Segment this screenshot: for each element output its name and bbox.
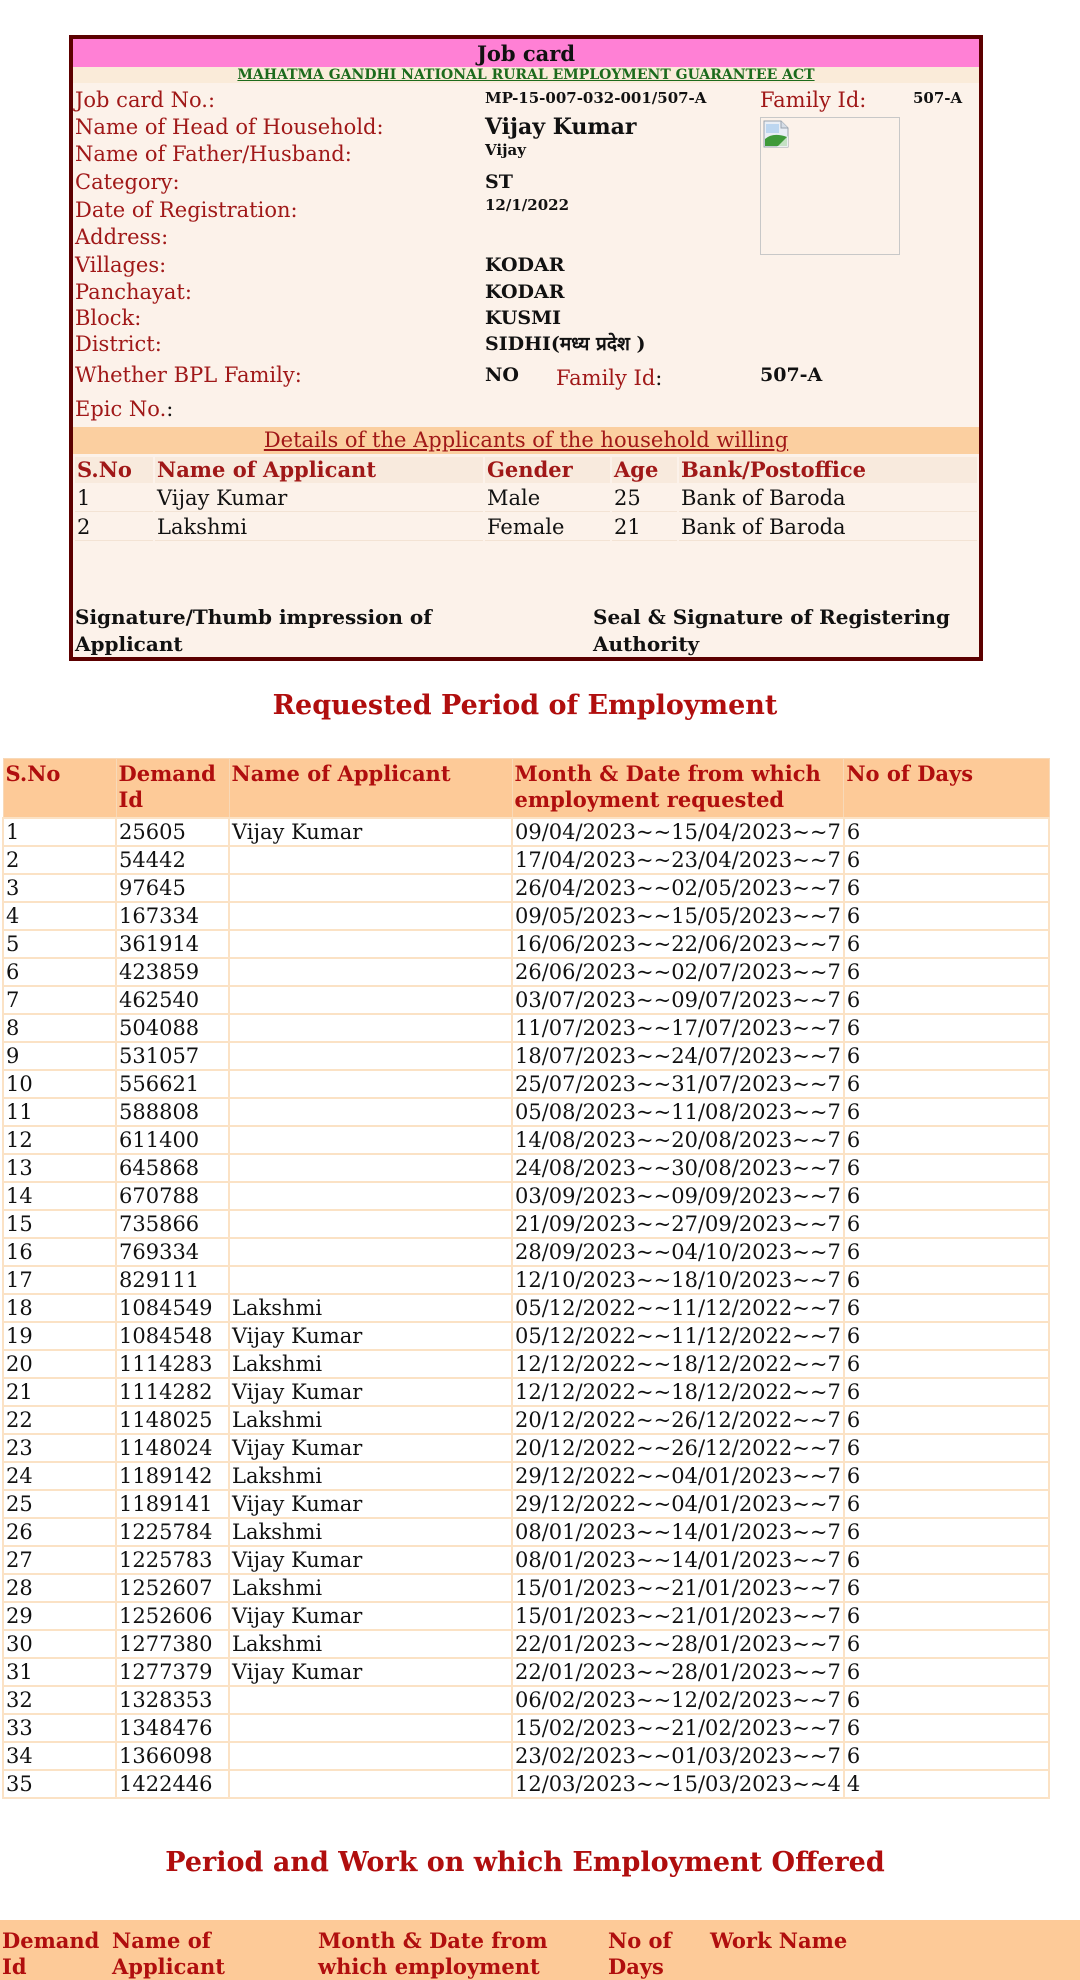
row-sno: 15: [3, 1210, 116, 1238]
row-days: 6: [844, 1406, 1049, 1434]
row-sno: 9: [3, 1042, 116, 1070]
requested-row: [3, 1070, 1049, 1098]
family-id-label: Family Id:: [760, 88, 867, 112]
row-demand-id: 423859: [116, 958, 229, 986]
requested-row: [3, 1518, 1049, 1546]
family-id-label-2: Family Id: [556, 366, 656, 390]
row-demand-id: 1148024: [116, 1434, 229, 1462]
row-date-range: 15/01/2023~~21/01/2023~~7: [512, 1602, 844, 1630]
row-days: 6: [844, 1546, 1049, 1574]
row-sno: 12: [3, 1126, 116, 1154]
row-demand-id: 1252607: [116, 1574, 229, 1602]
requested-row: [3, 1098, 1049, 1126]
row-days: 6: [844, 1294, 1049, 1322]
row-sno: 21: [3, 1378, 116, 1406]
applicant-sno: 2: [75, 514, 153, 541]
row-date-range: 05/12/2022~~11/12/2022~~7: [512, 1322, 844, 1350]
row-applicant-name: [229, 1182, 512, 1210]
head-label: Name of Head of Household:: [75, 115, 384, 139]
row-days: 6: [844, 1630, 1049, 1658]
row-demand-id: 588808: [116, 1098, 229, 1126]
requested-row: [3, 902, 1049, 930]
district: SIDHI(मध्य प्रदेश ): [485, 333, 646, 355]
applicant-gender: Male: [485, 485, 610, 512]
row-sno: 19: [3, 1322, 116, 1350]
row-sno: 23: [3, 1434, 116, 1462]
row-sno: 35: [3, 1770, 116, 1798]
category-label: Category:: [75, 170, 180, 194]
row-date-range: 12/12/2022~~18/12/2022~~7: [512, 1350, 844, 1378]
row-date-range: 15/02/2023~~21/02/2023~~7: [512, 1714, 844, 1742]
requested-row: [3, 1630, 1049, 1658]
family-id-2: 507-A: [760, 364, 823, 386]
row-applicant-name: [229, 1210, 512, 1238]
requested-row: [3, 1742, 1049, 1770]
row-days: 6: [844, 1434, 1049, 1462]
row-applicant-name: Vijay Kumar: [229, 1602, 512, 1630]
row-demand-id: 462540: [116, 986, 229, 1014]
row-days: 6: [844, 1350, 1049, 1378]
col-date-range: Month & Date from which employment requested: [512, 759, 844, 819]
col-applicant-name: Name of Applicant: [112, 1928, 225, 1979]
row-demand-id: 1148025: [116, 1406, 229, 1434]
row-applicant-name: [229, 1042, 512, 1070]
broken-image-icon: [763, 120, 789, 148]
row-sno: 11: [3, 1098, 116, 1126]
requested-row: [3, 1238, 1049, 1266]
applicant-name: Vijay Kumar: [155, 485, 483, 512]
requested-row: [3, 1434, 1049, 1462]
row-date-range: 03/07/2023~~09/07/2023~~7: [512, 986, 844, 1014]
row-sno: 30: [3, 1630, 116, 1658]
category: ST: [485, 171, 513, 193]
row-applicant-name: Vijay Kumar: [229, 1490, 512, 1518]
row-applicant-name: Lakshmi: [229, 1406, 512, 1434]
requested-row: [3, 818, 1049, 846]
row-demand-id: 1225783: [116, 1546, 229, 1574]
row-applicant-name: [229, 902, 512, 930]
applicant-bank: Bank of Baroda: [679, 514, 977, 541]
requested-row: [3, 1686, 1049, 1714]
row-demand-id: 1328353: [116, 1686, 229, 1714]
row-demand-id: 556621: [116, 1070, 229, 1098]
row-date-range: 15/01/2023~~21/01/2023~~7: [512, 1574, 844, 1602]
row-applicant-name: [229, 874, 512, 902]
row-demand-id: 1189141: [116, 1490, 229, 1518]
row-date-range: 22/01/2023~~28/01/2023~~7: [512, 1630, 844, 1658]
row-date-range: 09/05/2023~~15/05/2023~~7: [512, 902, 844, 930]
row-days: 6: [844, 1714, 1049, 1742]
row-days: 6: [844, 1322, 1049, 1350]
row-sno: 14: [3, 1182, 116, 1210]
father-name: Vijay: [485, 141, 526, 159]
row-days: 6: [844, 1210, 1049, 1238]
row-date-range: 26/06/2023~~02/07/2023~~7: [512, 958, 844, 986]
row-date-range: 20/12/2022~~26/12/2022~~7: [512, 1406, 844, 1434]
row-sno: 25: [3, 1490, 116, 1518]
requested-row: [3, 986, 1049, 1014]
col-gender: Gender: [485, 457, 610, 483]
row-demand-id: 735866: [116, 1210, 229, 1238]
row-demand-id: 1189142: [116, 1462, 229, 1490]
bpl-value: NO: [485, 364, 519, 386]
row-date-range: 12/12/2022~~18/12/2022~~7: [512, 1378, 844, 1406]
applicant-bank: Bank of Baroda: [679, 485, 977, 512]
row-date-range: 16/06/2023~~22/06/2023~~7: [512, 930, 844, 958]
row-date-range: 03/09/2023~~09/09/2023~~7: [512, 1182, 844, 1210]
row-days: 6: [844, 1490, 1049, 1518]
row-demand-id: 645868: [116, 1154, 229, 1182]
applicants-heading: Details of the Applicants of the household willing: [73, 427, 979, 454]
row-date-range: 24/08/2023~~30/08/2023~~7: [512, 1154, 844, 1182]
row-date-range: 29/12/2022~~04/01/2023~~7: [512, 1490, 844, 1518]
row-sno: 2: [3, 846, 116, 874]
row-days: 6: [844, 1574, 1049, 1602]
row-days: 6: [844, 846, 1049, 874]
requested-row: [3, 1714, 1049, 1742]
job-card-no: MP-15-007-032-001/507-A: [485, 89, 707, 107]
applicant-age: 25: [612, 485, 677, 512]
employment-offered-header: [0, 1920, 1080, 1980]
row-applicant-name: [229, 846, 512, 874]
row-applicant-name: [229, 1686, 512, 1714]
head-name: Vijay Kumar: [485, 114, 637, 140]
row-applicant-name: Vijay Kumar: [229, 1546, 512, 1574]
row-demand-id: 361914: [116, 930, 229, 958]
photo-placeholder: [760, 117, 900, 255]
authority-signature-label: Seal & Signature of Registering Authority: [593, 605, 950, 656]
applicant-row: [75, 485, 977, 512]
requested-row: [3, 930, 1049, 958]
row-sno: 31: [3, 1658, 116, 1686]
col-demand-id: Demand Id: [116, 759, 229, 819]
row-sno: 26: [3, 1518, 116, 1546]
requested-row: [3, 1154, 1049, 1182]
col-demand-id: Demand Id: [2, 1928, 100, 1979]
requested-row: [3, 1210, 1049, 1238]
row-demand-id: 1084549: [116, 1294, 229, 1322]
requested-period-table: [2, 758, 1050, 1799]
job-card-title: Job card: [73, 39, 979, 67]
row-sno: 1: [3, 818, 116, 846]
row-date-range: 12/03/2023~~15/03/2023~~4: [512, 1770, 844, 1798]
row-sno: 29: [3, 1602, 116, 1630]
row-demand-id: 25605: [116, 818, 229, 846]
requested-row: [3, 1546, 1049, 1574]
panchayat-label: Panchayat:: [75, 280, 192, 304]
row-demand-id: 1348476: [116, 1714, 229, 1742]
row-applicant-name: Lakshmi: [229, 1294, 512, 1322]
requested-row: [3, 958, 1049, 986]
row-sno: 32: [3, 1686, 116, 1714]
requested-row: [3, 1574, 1049, 1602]
requested-row: [3, 1462, 1049, 1490]
act-name: MAHATMA GANDHI NATIONAL RURAL EMPLOYMENT GUARANTEE ACT: [73, 67, 979, 83]
row-applicant-name: [229, 1238, 512, 1266]
row-applicant-name: [229, 1266, 512, 1294]
row-sno: 3: [3, 874, 116, 902]
address-label: Address:: [75, 225, 169, 249]
row-date-range: 23/02/2023~~01/03/2023~~7: [512, 1742, 844, 1770]
row-sno: 5: [3, 930, 116, 958]
row-date-range: 29/12/2022~~04/01/2023~~7: [512, 1462, 844, 1490]
applicants-header-row: [75, 457, 977, 483]
row-applicant-name: Vijay Kumar: [229, 1322, 512, 1350]
col-bank: Bank/Postoffice: [679, 457, 977, 483]
row-demand-id: 829111: [116, 1266, 229, 1294]
row-sno: 10: [3, 1070, 116, 1098]
row-applicant-name: [229, 958, 512, 986]
requested-row: [3, 1490, 1049, 1518]
row-date-range: 05/12/2022~~11/12/2022~~7: [512, 1294, 844, 1322]
row-applicant-name: [229, 1126, 512, 1154]
row-date-range: 08/01/2023~~14/01/2023~~7: [512, 1546, 844, 1574]
row-date-range: 25/07/2023~~31/07/2023~~7: [512, 1070, 844, 1098]
row-demand-id: 611400: [116, 1126, 229, 1154]
row-applicant-name: Lakshmi: [229, 1518, 512, 1546]
applicant-signature-label: Signature/Thumb impression of Applicant: [75, 605, 432, 656]
row-applicant-name: [229, 1098, 512, 1126]
row-demand-id: 1277379: [116, 1658, 229, 1686]
row-sno: 17: [3, 1266, 116, 1294]
row-sno: 6: [3, 958, 116, 986]
requested-row: [3, 1602, 1049, 1630]
requested-row: [3, 1042, 1049, 1070]
row-days: 6: [844, 1378, 1049, 1406]
row-days: 6: [844, 1658, 1049, 1686]
row-demand-id: 1366098: [116, 1742, 229, 1770]
panchayat: KODAR: [485, 281, 565, 303]
villages-label: Villages:: [75, 253, 167, 277]
row-date-range: 09/04/2023~~15/04/2023~~7: [512, 818, 844, 846]
row-applicant-name: [229, 1154, 512, 1182]
row-days: 6: [844, 1686, 1049, 1714]
applicant-age: 21: [612, 514, 677, 541]
row-days: 6: [844, 1098, 1049, 1126]
row-sno: 34: [3, 1742, 116, 1770]
row-days: 6: [844, 1182, 1049, 1210]
requested-row: [3, 1406, 1049, 1434]
row-sno: 8: [3, 1014, 116, 1042]
requested-period-title: Requested Period of Employment: [272, 690, 778, 721]
applicants-table: [73, 455, 979, 543]
row-applicant-name: Lakshmi: [229, 1574, 512, 1602]
row-sno: 20: [3, 1350, 116, 1378]
father-label: Name of Father/Husband:: [75, 142, 352, 166]
row-sno: 22: [3, 1406, 116, 1434]
family-id: 507-A: [913, 89, 963, 107]
row-demand-id: 1422446: [116, 1770, 229, 1798]
row-applicant-name: Vijay Kumar: [229, 1434, 512, 1462]
col-sno: S.No: [75, 457, 153, 483]
row-sno: 7: [3, 986, 116, 1014]
row-sno: 16: [3, 1238, 116, 1266]
row-demand-id: 531057: [116, 1042, 229, 1070]
row-applicant-name: [229, 1770, 512, 1798]
row-date-range: 22/01/2023~~28/01/2023~~7: [512, 1658, 844, 1686]
row-date-range: 12/10/2023~~18/10/2023~~7: [512, 1266, 844, 1294]
row-days: 6: [844, 1462, 1049, 1490]
applicant-row: [75, 514, 977, 541]
requested-row: [3, 1770, 1049, 1798]
applicant-sno: 1: [75, 485, 153, 512]
bpl-label: Whether BPL Family:: [75, 363, 302, 387]
col-age: Age: [612, 457, 677, 483]
row-demand-id: 1084548: [116, 1322, 229, 1350]
applicant-name: Lakshmi: [155, 514, 483, 541]
requested-row: [3, 1658, 1049, 1686]
row-days: 6: [844, 902, 1049, 930]
row-applicant-name: Vijay Kumar: [229, 1658, 512, 1686]
row-date-range: 26/04/2023~~02/05/2023~~7: [512, 874, 844, 902]
row-date-range: 08/01/2023~~14/01/2023~~7: [512, 1518, 844, 1546]
family-id-colon: :: [655, 366, 663, 390]
row-demand-id: 1277380: [116, 1630, 229, 1658]
applicant-gender: Female: [485, 514, 610, 541]
job-card: [69, 35, 983, 661]
row-demand-id: 670788: [116, 1182, 229, 1210]
row-applicant-name: Lakshmi: [229, 1462, 512, 1490]
row-date-range: 11/07/2023~~17/07/2023~~7: [512, 1014, 844, 1042]
row-date-range: 20/12/2022~~26/12/2022~~7: [512, 1434, 844, 1462]
row-demand-id: 769334: [116, 1238, 229, 1266]
row-applicant-name: [229, 1742, 512, 1770]
col-applicant-name: Name of Applicant: [229, 759, 512, 819]
row-days: 6: [844, 986, 1049, 1014]
row-date-range: 28/09/2023~~04/10/2023~~7: [512, 1238, 844, 1266]
row-days: 6: [844, 1014, 1049, 1042]
requested-row: [3, 1322, 1049, 1350]
row-sno: 28: [3, 1574, 116, 1602]
row-date-range: 14/08/2023~~20/08/2023~~7: [512, 1126, 844, 1154]
requested-header-row: [3, 759, 1049, 819]
row-days: 6: [844, 930, 1049, 958]
row-applicant-name: [229, 1714, 512, 1742]
row-days: 6: [844, 874, 1049, 902]
col-days: No of Days: [608, 1928, 672, 1979]
job-card-no-label: Job card No.:: [75, 88, 216, 112]
row-demand-id: 167334: [116, 902, 229, 930]
col-date-range: Month & Date from which employment: [318, 1928, 548, 1979]
col-days: No of Days: [844, 759, 1049, 819]
row-days: 6: [844, 1154, 1049, 1182]
block: KUSMI: [485, 307, 562, 329]
row-demand-id: 97645: [116, 874, 229, 902]
row-sno: 24: [3, 1462, 116, 1490]
row-days: 6: [844, 1518, 1049, 1546]
row-sno: 33: [3, 1714, 116, 1742]
villages: KODAR: [485, 254, 565, 276]
requested-row: [3, 1378, 1049, 1406]
row-demand-id: 504088: [116, 1014, 229, 1042]
row-applicant-name: Vijay Kumar: [229, 1378, 512, 1406]
row-demand-id: 1114282: [116, 1378, 229, 1406]
employment-offered-title: Period and Work on which Employment Offered: [165, 1847, 885, 1878]
district-label: District:: [75, 332, 162, 356]
row-applicant-name: Lakshmi: [229, 1350, 512, 1378]
requested-row: [3, 846, 1049, 874]
row-days: 4: [844, 1770, 1049, 1798]
row-date-range: 17/04/2023~~23/04/2023~~7: [512, 846, 844, 874]
col-sno: S.No: [3, 759, 116, 819]
row-applicant-name: [229, 1070, 512, 1098]
row-days: 6: [844, 1238, 1049, 1266]
row-sno: 4: [3, 902, 116, 930]
row-demand-id: 1225784: [116, 1518, 229, 1546]
block-label: Block:: [75, 306, 142, 330]
row-applicant-name: [229, 986, 512, 1014]
row-demand-id: 54442: [116, 846, 229, 874]
requested-row: [3, 1294, 1049, 1322]
reg-date: 12/1/2022: [485, 196, 570, 214]
row-days: 6: [844, 1070, 1049, 1098]
requested-row: [3, 1266, 1049, 1294]
row-days: 6: [844, 1042, 1049, 1070]
row-date-range: 06/02/2023~~12/02/2023~~7: [512, 1686, 844, 1714]
row-date-range: 05/08/2023~~11/08/2023~~7: [512, 1098, 844, 1126]
row-days: 6: [844, 1742, 1049, 1770]
requested-row: [3, 1014, 1049, 1042]
epic-colon: :: [166, 397, 174, 421]
row-days: 6: [844, 958, 1049, 986]
row-applicant-name: Lakshmi: [229, 1630, 512, 1658]
epic-label: Epic No.: [75, 397, 167, 421]
row-applicant-name: Vijay Kumar: [229, 818, 512, 846]
row-days: 6: [844, 1266, 1049, 1294]
col-name: Name of Applicant: [155, 457, 483, 483]
row-days: 6: [844, 1126, 1049, 1154]
row-sno: 13: [3, 1154, 116, 1182]
row-demand-id: 1252606: [116, 1602, 229, 1630]
requested-row: [3, 1350, 1049, 1378]
reg-date-label: Date of Registration:: [75, 198, 298, 222]
row-applicant-name: [229, 930, 512, 958]
requested-row: [3, 874, 1049, 902]
row-days: 6: [844, 1602, 1049, 1630]
col-work-name: Work Name: [710, 1928, 848, 1953]
requested-row: [3, 1126, 1049, 1154]
row-sno: 27: [3, 1546, 116, 1574]
row-applicant-name: [229, 1014, 512, 1042]
row-demand-id: 1114283: [116, 1350, 229, 1378]
requested-row: [3, 1182, 1049, 1210]
row-date-range: 18/07/2023~~24/07/2023~~7: [512, 1042, 844, 1070]
row-sno: 18: [3, 1294, 116, 1322]
row-days: 6: [844, 818, 1049, 846]
row-date-range: 21/09/2023~~27/09/2023~~7: [512, 1210, 844, 1238]
